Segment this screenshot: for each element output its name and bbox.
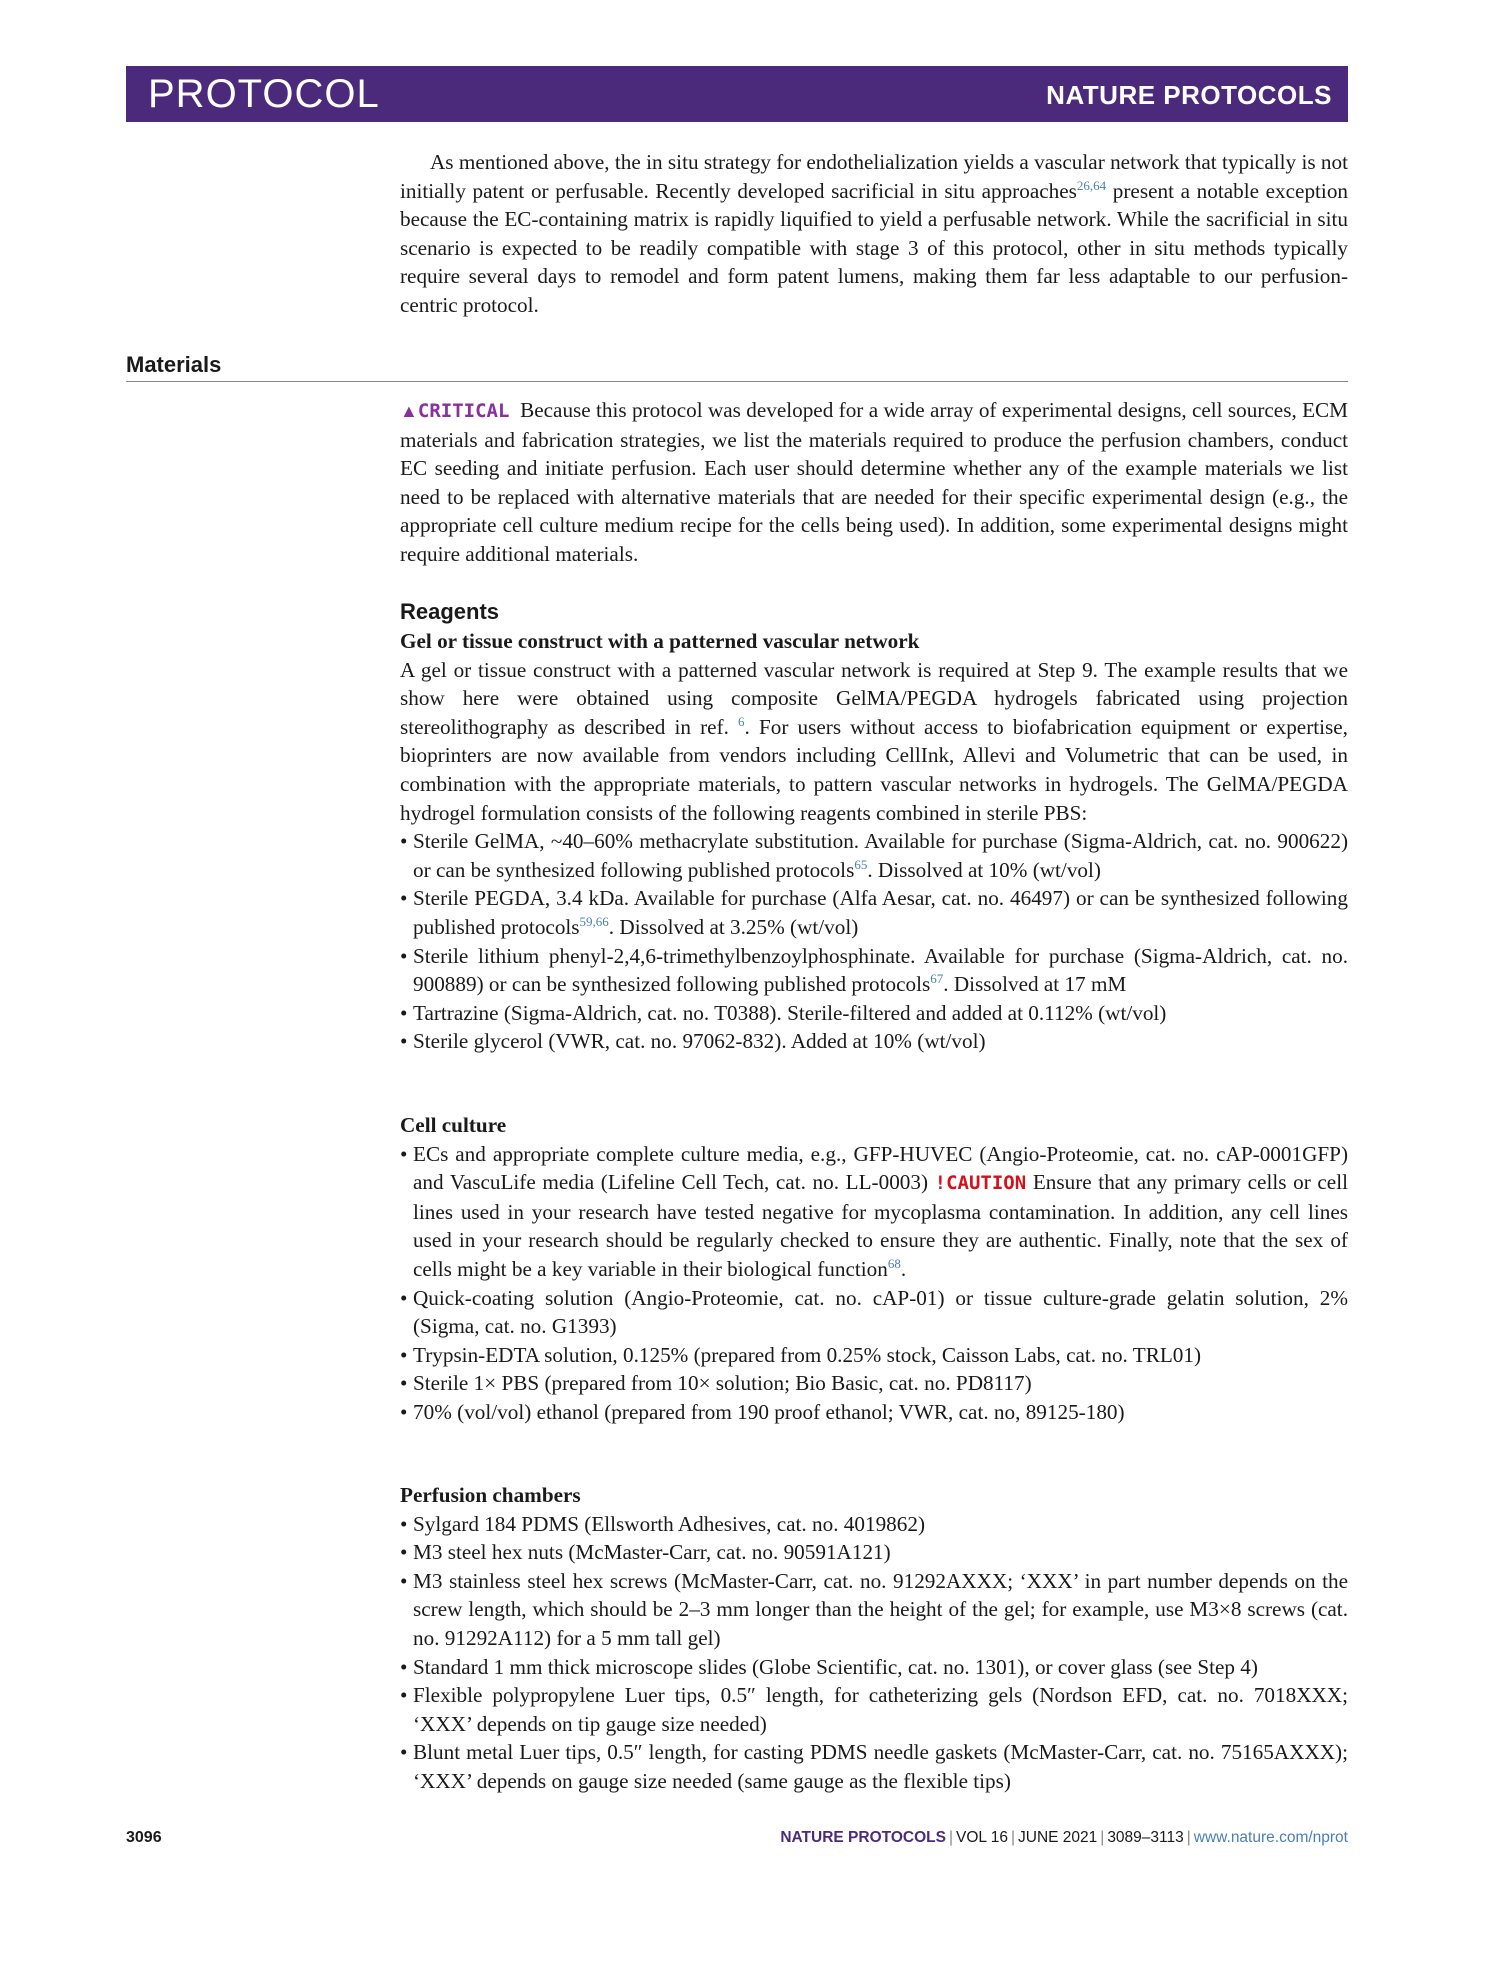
citation[interactable]: 67 — [930, 971, 944, 987]
citation[interactable]: 26,64 — [1076, 177, 1107, 193]
list-item: • Quick-coating solution (Angio-Proteomie, cat. no. cAP-01) or tissue culture-grade gelatin solution, 2% (Sigma, cat. no. G1393) — [400, 1284, 1348, 1341]
list-item: • Standard 1 mm thick microscope slides (Globe Scientific, cat. no. 1301), or cover glass (see Step 4) — [400, 1653, 1348, 1682]
gel-heading: Gel or tissue construct with a patterned vascular network — [400, 629, 920, 653]
page-number: 3096 — [126, 1829, 162, 1846]
footer-volume: VOL 16 — [955, 1829, 1008, 1846]
gel-reagent-list — [400, 827, 1348, 1056]
list-item: • Blunt metal Luer tips, 0.5″ length, for casting PDMS needle gaskets (McMaster-Carr, cat. no. 75165AXXX); ‘XXX’ depends on gauge size needed (same gauge as the flexible tips) — [400, 1738, 1348, 1795]
footer-pages: 3089–3113 — [1107, 1829, 1184, 1846]
caution-label: !CAUTION — [934, 1172, 1027, 1195]
journal-name: NATURE PROTOCOLS — [1046, 80, 1332, 110]
header-bar — [126, 66, 1348, 122]
list-item: • Sterile glycerol (VWR, cat. no. 97062-832). Added at 10% (wt/vol) — [400, 1027, 1348, 1056]
footer-url-link[interactable]: www.nature.com/nprot — [1193, 1829, 1348, 1846]
list-item: • Sylgard 184 PDMS (Ellsworth Adhesives, cat. no. 4019862) — [400, 1510, 1348, 1539]
list-item: • Tartrazine (Sigma-Aldrich, cat. no. T0388). Sterile-filtered and added at 0.112% (wt/vol) — [400, 999, 1348, 1028]
list-item: • ECs and appropriate complete culture media, e.g., GFP-HUVEC (Angio-Proteomie, cat. no. cAP-0001GFP) and VascuLife media (Lifeline Cell Tech, cat. no. LL-0003) !CAUTION Ensure that any primary cells or cell lines used in your research have tested negative for mycoplasma contamination. In addition, any cell lines used in your research should be regularly checked to ensure they are authentic. Finally, note that the sex of cells might be a key variable in their biological function$^{68}$. — [400, 1140, 1348, 1284]
citation[interactable]: 68 — [887, 1255, 901, 1271]
critical-triangle-icon: ▲ — [400, 401, 418, 421]
list-item: • Sterile GelMA, ~40–60% methacrylate substitution. Available for purchase (Sigma-Aldrich, cat. no. 900622) or can be synthesized following published protocols$^{65}$. Dissolved at 10% (wt/vol) — [400, 827, 1348, 884]
citation[interactable]: 59,66 — [579, 913, 609, 929]
section-divider — [126, 381, 1348, 382]
critical-label: CRITICAL — [417, 400, 510, 422]
list-item: • Sterile 1× PBS (prepared from 10× solution; Bio Basic, cat. no. PD8117) — [400, 1369, 1348, 1398]
footer-date: JUNE 2021 — [1018, 1829, 1098, 1846]
list-item: • M3 stainless steel hex screws (McMaster-Carr, cat. no. 91292AXXX; ‘XXX’ in part number depends on the screw length, which should be 2–3 mm longer than the height of the gel; for example, use M3×8 screws (cat. no. 91292A112) for a 5 mm tall gel) — [400, 1567, 1348, 1653]
citation[interactable]: 6 — [738, 713, 745, 729]
perfusion-chambers-list — [400, 1510, 1348, 1796]
footer-separator: | — [1186, 1829, 1191, 1846]
materials-heading: Materials — [126, 352, 222, 377]
footer-separator: | — [1100, 1829, 1105, 1846]
critical-note: ▲CRITICAL Because this protocol was developed for a wide array of experimental designs, cell sources, ECM materials and fabrication strategies, we list the materials required to produce the perfusion chambers, conduct EC seeding and initiate perfusion. Each user should determine whether any of the example materials we list need to be replaced with alternative materials that are needed for their specific experimental design (e.g., the appropriate cell culture medium recipe for the cells being used). In addition, some experimental designs might require additional materials. — [400, 398, 1348, 566]
cell-culture-list — [400, 1140, 1348, 1427]
list-item: • 70% (vol/vol) ethanol (prepared from 190 proof ethanol; VWR, cat. no, 89125-180) — [400, 1398, 1348, 1427]
perfusion-chambers-heading: Perfusion chambers — [400, 1483, 581, 1507]
list-item: • Sterile lithium phenyl-2,4,6-trimethylbenzoylphosphinate. Available for purchase (Sigma-Aldrich, cat. no. 900889) or can be synthesized following published protocols$^{67}$. Dissolved at 17 mM — [400, 942, 1348, 999]
cell-culture-heading: Cell culture — [400, 1113, 507, 1137]
footer-separator: | — [948, 1829, 953, 1846]
reagents-heading: Reagents — [400, 599, 500, 624]
intro-paragraph: As mentioned above, the in situ strategy for endothelialization yields a vascular network that typically is not initially patent or perfusable. Recently developed sacrificial in situ approaches$^{26,64}$ present a notable exception because the EC-containing matrix is rapidly liquified to yield a perfusable network. While the sacrificial in situ scenario is expected to be readily compatible with stage 3 of this protocol, other in situ methods typically require several days to remodel and form patent lumens, making them far less adaptable to our perfusion-centric protocol. — [400, 150, 1349, 317]
footer-separator: | — [1010, 1829, 1016, 1846]
list-item: • Trypsin-EDTA solution, 0.125% (prepared from 0.25% stock, Caisson Labs, cat. no. TRL01) — [400, 1341, 1348, 1370]
list-item: • M3 steel hex nuts (McMaster-Carr, cat. no. 90591A121) — [400, 1538, 1348, 1567]
section-label: PROTOCOL — [148, 72, 380, 116]
gel-section — [400, 627, 1348, 1056]
list-item: • Flexible polypropylene Luer tips, 0.5″ length, for catheterizing gels (Nordson EFD, cat. no. 7018XXX; ‘XXX’ depends on tip gauge size needed) — [400, 1681, 1348, 1738]
gel-paragraph: A gel or tissue construct with a patterned vascular network is required at Step 9. The example results that we show here were obtained using composite GelMA/PEGDA hydrogels fabricated using projection stereolithography as described in ref. $^6$. For users without access to biofabrication equipment or expertise, bioprinters are now available from vendors including CellInk, Allevi and Volumetric that can be used, in combination with the appropriate materials, to pattern vascular networks in hydrogels. The GelMA/PEGDA hydrogel formulation consists of the following reagents combined in sterile PBS: — [400, 657, 1348, 825]
citation[interactable]: 65 — [854, 856, 868, 872]
list-item: • Sterile PEGDA, 3.4 kDa. Available for purchase (Alfa Aesar, cat. no. 46497) or can be synthesized following published protocols$^{59,66}$. Dissolved at 3.25% (wt/vol) — [400, 884, 1348, 941]
footer-citation — [780, 1829, 1348, 1847]
cell-culture-section — [400, 1111, 1348, 1427]
perfusion-chambers-section — [400, 1481, 1348, 1796]
footer-journal: NATURE PROTOCOLS — [780, 1829, 946, 1846]
